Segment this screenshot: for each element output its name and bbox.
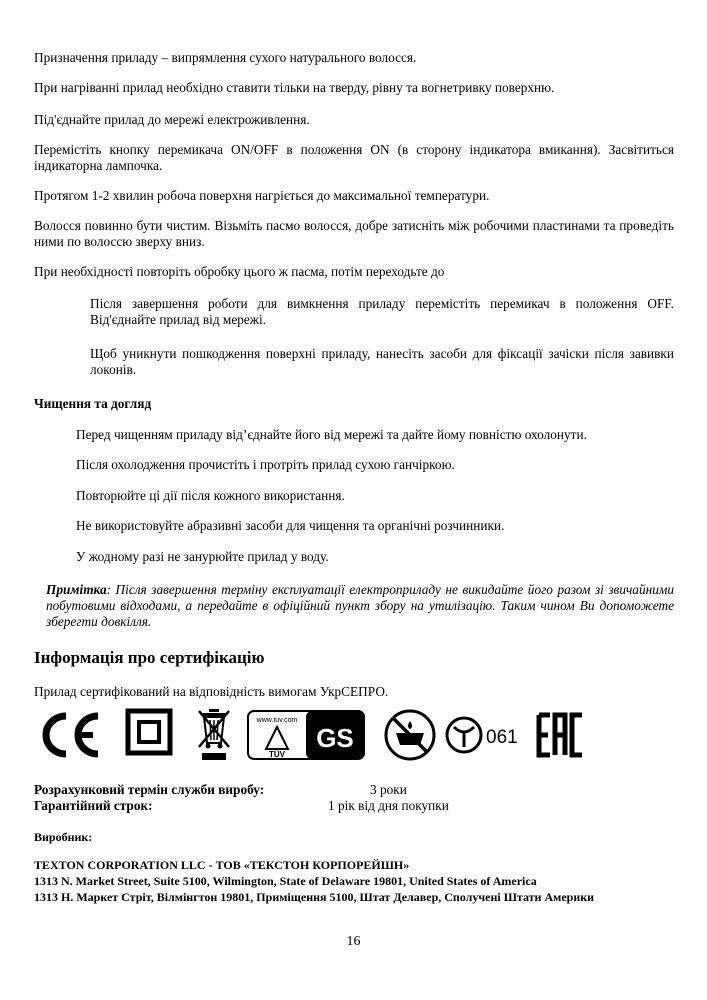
cleaning-item: Не використовуйте абразивні засоби для чищення та органічні розчинники. — [76, 518, 505, 533]
weee-crossed-bin-icon — [196, 707, 232, 763]
note-text: : Після завершення терміну експлуатації електроприладу не викидайте його разом зі звичайними побутовими відходами, а передайте в офіційний пункт збору на утилізацію. Таким чином Ви допоможете зберегти довкілля. — [46, 582, 674, 629]
paragraph-connect: Під'єднайте прилад до мережі електроживлення. — [34, 112, 310, 127]
paragraph-repeat: При необхідності повторіть обробку цього ж пасма, потім переходьте до — [34, 264, 445, 279]
warranty-label: Гарантійний строк: — [34, 798, 153, 813]
ukrsepro-mark-icon — [442, 707, 534, 763]
certification-logos — [36, 707, 596, 763]
service-life-value: 3 роки — [370, 782, 407, 797]
service-life-label: Розрахунковий термін служби виробу: — [34, 782, 265, 797]
tuv-gs-mark-icon — [246, 707, 366, 763]
page-number: 16 — [346, 934, 361, 949]
warranty-value: 1 рік від дня покупки — [328, 798, 449, 813]
manufacturer-address-uk: 1313 Н. Маркет Стріт, Вілмінгтон 19801, Приміщення 5100, Штат Делавер, Сполучені Штати Америки — [34, 890, 595, 904]
certification-text: Прилад сертифікований на відповідність вимогам УкрСЕПРО. — [34, 684, 389, 699]
manufacturer-name: TEXTON CORPORATION LLC - ТОВ «ТЕКСТОН КОРПОРЕЙШН» — [34, 858, 410, 872]
no-bathtub-icon — [382, 707, 438, 763]
manufacturer-label: Виробник: — [34, 830, 93, 844]
cleaning-item: У жодному разі не занурюйте прилад у воду. — [76, 549, 329, 564]
ce-mark-icon — [36, 707, 102, 763]
cleaning-item: Після охолодження прочистіть і протріть прилад сухою ганчіркою. — [76, 457, 455, 472]
paragraph-switch-on: Перемістіть кнопку перемикача ON/OFF в положення ON (в сторону індикатора вмикання). Засвітиться індикаторна лампочка. — [34, 142, 674, 173]
tuv-url: www.tuv.com — [256, 717, 298, 724]
note-label: Примітка — [46, 582, 107, 597]
manufacturer-address-en: 1313 N. Market Street, Suite 5100, Wilmington, State of Delaware 19801, United States of America — [34, 874, 537, 888]
paragraph-heating: Протягом 1-2 хвилин робоча поверхня нагріється до максимальної температури. — [34, 188, 490, 203]
gs-label: GS — [316, 723, 354, 753]
disposal-note — [46, 582, 674, 630]
eac-mark-icon — [536, 707, 586, 763]
paragraph-usage: Волосся повинно бути чистим. Візьміть пасмо волосся, добре затисніть між робочими пластинами та проведіть ними по волоссю зверху вниз. — [34, 218, 674, 249]
paragraph-purpose: Призначення приладу – випрямлення сухого натурального волосся. — [34, 50, 417, 65]
tuv-label: TÜV — [269, 750, 285, 759]
certification-heading: Інформація про сертифікацію — [34, 648, 265, 667]
paragraph-switch-off: Після завершення роботи для вимкнення приладу перемістіть перемикач в положення OFF. Від'єднайте прилад від мережі. — [90, 296, 674, 327]
cleaning-item: Повторюйте ці дії після кожного використання. — [76, 488, 345, 503]
cleaning-heading: Чищення та догляд — [34, 396, 152, 411]
ukrsepro-code: 061 — [486, 727, 518, 748]
cleaning-item: Перед чищенням приладу від’єднайте його від мережі та дайте йому повністю охолонути. — [76, 427, 587, 442]
paragraph-surface: При нагріванні прилад необхідно ставити тільки на тверду, рівну та вогнетривку поверхню. — [34, 80, 555, 95]
class-ii-insulation-icon — [124, 707, 174, 757]
paragraph-protect: Щоб уникнути пошкодження поверхні приладу, нанесіть засоби для фіксації зачіски після завивки локонів. — [90, 346, 674, 377]
